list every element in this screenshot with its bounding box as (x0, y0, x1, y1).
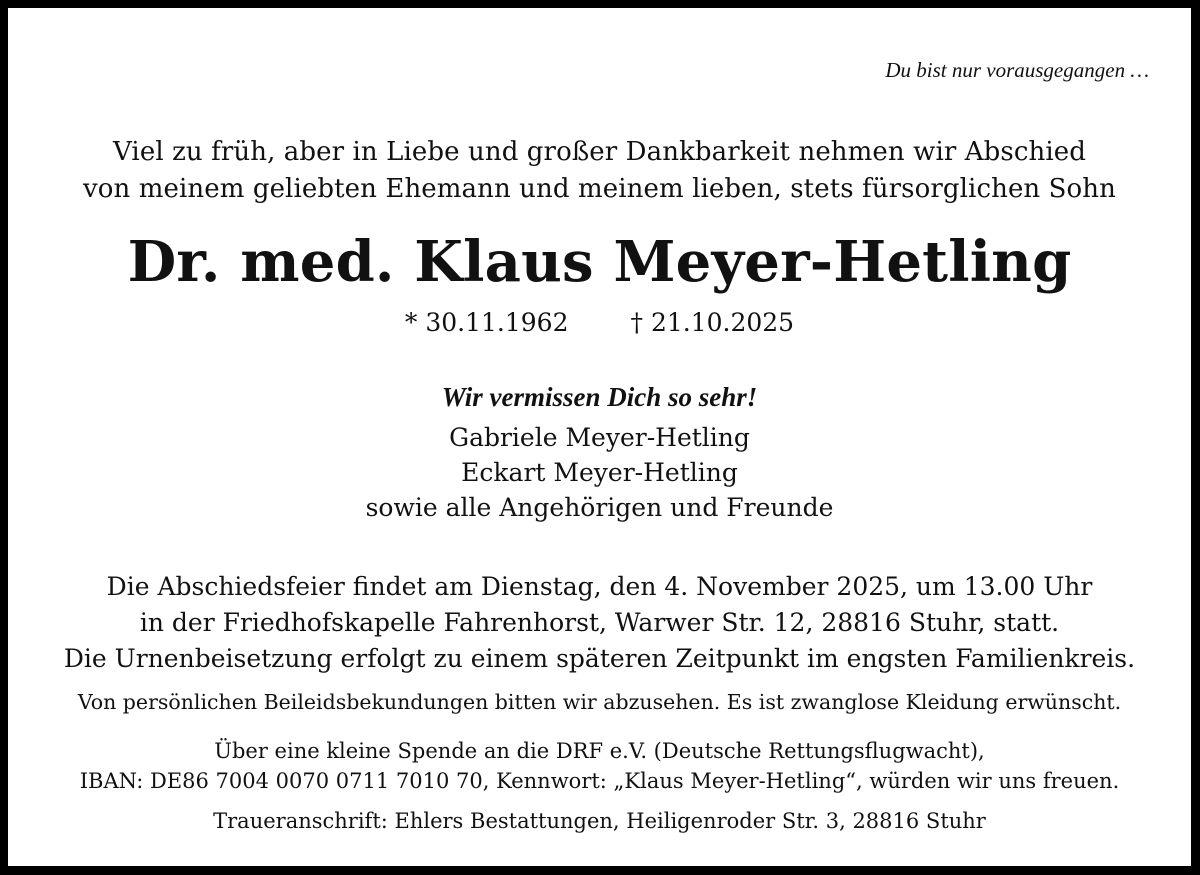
intro-line-1: Viel zu früh, aber in Liebe und großer Dankbarkeit nehmen wir Abschied (113, 137, 1086, 167)
mourner-2: Eckart Meyer-Hetling (461, 458, 738, 487)
mourning-address: Traueranschrift: Ehlers Bestattungen, Heiligenroder Str. 3, 28816 Stuhr (213, 809, 986, 833)
ceremony-line-1: Die Abschiedsfeier findet am Dienstag, den 4. November 2025, um 13.00 Uhr (106, 572, 1093, 601)
death-date: † 21.10.2025 (630, 308, 795, 337)
motto: Du bist nur vorausgegangen … (885, 58, 1149, 82)
birth-date: * 30.11.1962 (404, 308, 569, 337)
obituary-notice (8, 8, 1191, 866)
donation-line-1: Über eine kleine Spende an die DRF e.V. (Deutsche Rettungsflugwacht), (214, 739, 985, 763)
intro-line-2: von meinem geliebten Ehemann und meinem lieben, stets fürsorglichen Sohn (82, 174, 1117, 204)
deceased-name: Dr. med. Klaus Meyer-Hetling (127, 229, 1072, 295)
condolence-note: Von persönlichen Beileidsbekundungen bitten wir abzusehen. Es ist zwanglose Kleidung erwünscht. (77, 690, 1122, 714)
ceremony-line-3: Die Urnenbeisetzung erfolgt zu einem späteren Zeitpunkt im engsten Familienkreis. (63, 644, 1136, 673)
mourner-1: Gabriele Meyer-Hetling (449, 423, 750, 452)
life-dates (8, 310, 1191, 335)
message: Wir vermissen Dich so sehr! (441, 382, 758, 412)
ceremony-line-2: in der Friedhofskapelle Fahrenhorst, Warwer Str. 12, 28816 Stuhr, statt. (139, 608, 1060, 637)
mourner-3: sowie alle Angehörigen und Freunde (365, 493, 834, 522)
donation-line-2: IBAN: DE86 7004 0070 0711 7010 70, Kennwort: „Klaus Meyer-Hetling“, würden wir uns freuen. (79, 769, 1120, 793)
